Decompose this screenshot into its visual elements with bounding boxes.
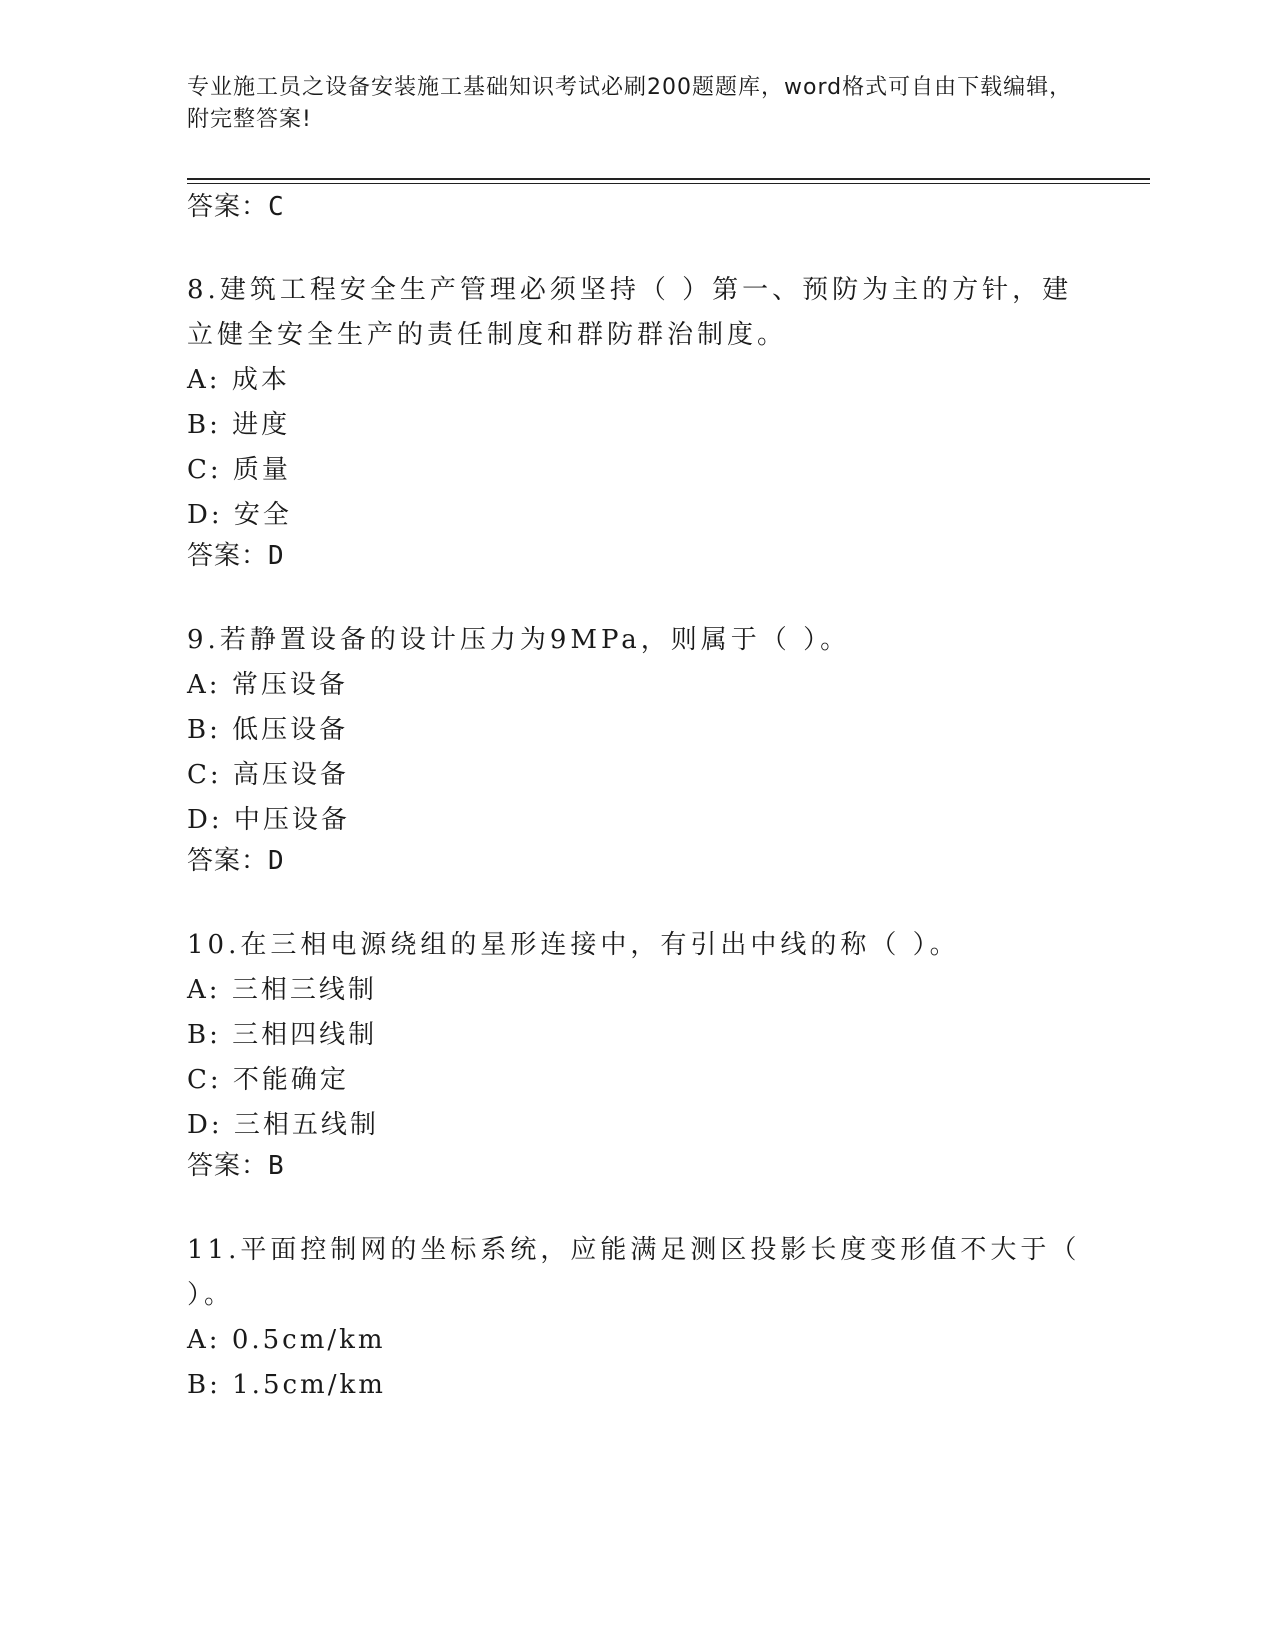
- answer-line-10: [187, 1145, 285, 1182]
- option-a: [187, 663, 1087, 708]
- option-text: 中压设备: [233, 805, 350, 835]
- option-letter: D:: [187, 1110, 223, 1140]
- question-11: [187, 1228, 1087, 1408]
- option-letter: A:: [187, 975, 221, 1005]
- option-b: [187, 708, 1087, 753]
- question-8: [187, 268, 1087, 538]
- option-d: [187, 1103, 1087, 1148]
- option-letter: B:: [187, 1020, 221, 1050]
- question-9: [187, 618, 1087, 843]
- answer-value: C: [268, 192, 285, 222]
- answer-line-8: [187, 535, 285, 572]
- question-body: 建筑工程安全生产管理必须坚持（ ）第一、预防为主的方针，建立健全安全生产的责任制度和群防群治制度。: [187, 275, 1073, 350]
- option-text: 常压设备: [231, 670, 348, 700]
- option-text: 不能确定: [232, 1065, 349, 1095]
- option-c: [187, 448, 1087, 493]
- answer-value: D: [268, 846, 285, 876]
- option-b: [187, 1013, 1087, 1058]
- option-letter: B:: [187, 410, 221, 440]
- question-body: 在三相电源绕组的星形连接中，有引出中线的称（ ）。: [240, 930, 960, 960]
- option-text: 成本: [231, 365, 290, 395]
- header-divider-thick: [187, 178, 1150, 180]
- option-a: [187, 968, 1087, 1013]
- option-text: 1.5cm/km: [232, 1370, 386, 1400]
- option-text: 质量: [232, 455, 291, 485]
- option-letter: B:: [187, 715, 221, 745]
- question-text: [187, 268, 1087, 358]
- option-text: 0.5cm/km: [231, 1325, 386, 1355]
- answer-value: B: [268, 1151, 285, 1181]
- option-text: 三相五线制: [233, 1110, 379, 1140]
- answer-line-prev: [187, 186, 285, 223]
- option-a: [187, 1318, 1087, 1363]
- option-d: [187, 493, 1087, 538]
- answer-label: 答案：: [187, 1151, 269, 1181]
- document-header: 专业施工员之设备安装施工基础知识考试必刷200题题库，word格式可自由下载编辑，附完整答案!: [187, 75, 1073, 132]
- answer-value: D: [268, 541, 285, 571]
- answer-label: 答案：: [187, 541, 269, 571]
- option-a: [187, 358, 1087, 403]
- option-text: 进度: [232, 410, 291, 440]
- answer-line-9: [187, 840, 285, 877]
- option-letter: C:: [187, 455, 222, 485]
- question-10: [187, 923, 1087, 1148]
- header-divider-thin: [187, 183, 1150, 184]
- question-number: 11.: [187, 1235, 241, 1265]
- option-text: 低压设备: [232, 715, 349, 745]
- option-c: [187, 1058, 1087, 1103]
- option-letter: A:: [187, 1325, 221, 1355]
- option-letter: C:: [187, 760, 222, 790]
- answer-label: 答案：: [187, 846, 269, 876]
- question-text: [187, 618, 1087, 663]
- option-text: 高压设备: [232, 760, 349, 790]
- option-c: [187, 753, 1087, 798]
- option-letter: B:: [187, 1370, 221, 1400]
- option-b: [187, 403, 1087, 448]
- option-letter: D:: [187, 805, 223, 835]
- option-letter: A:: [187, 365, 221, 395]
- option-text: 三相四线制: [232, 1020, 378, 1050]
- question-number: 8.: [187, 275, 220, 305]
- option-text: 三相三线制: [231, 975, 377, 1005]
- option-d: [187, 798, 1087, 843]
- option-letter: A:: [187, 670, 221, 700]
- answer-label: 答案：: [187, 192, 269, 222]
- option-letter: C:: [187, 1065, 222, 1095]
- option-b: [187, 1363, 1087, 1408]
- option-text: 安全: [233, 500, 292, 530]
- option-letter: D:: [187, 500, 223, 530]
- question-number: 9.: [187, 625, 220, 655]
- question-text: [187, 1228, 1087, 1318]
- question-text: [187, 923, 1087, 968]
- question-number: 10.: [187, 930, 241, 960]
- question-body: 平面控制网的坐标系统，应能满足测区投影长度变形值不大于（ ）。: [187, 1235, 1081, 1310]
- question-body: 若静置设备的设计压力为9MPa，则属于（ ）。: [219, 625, 851, 655]
